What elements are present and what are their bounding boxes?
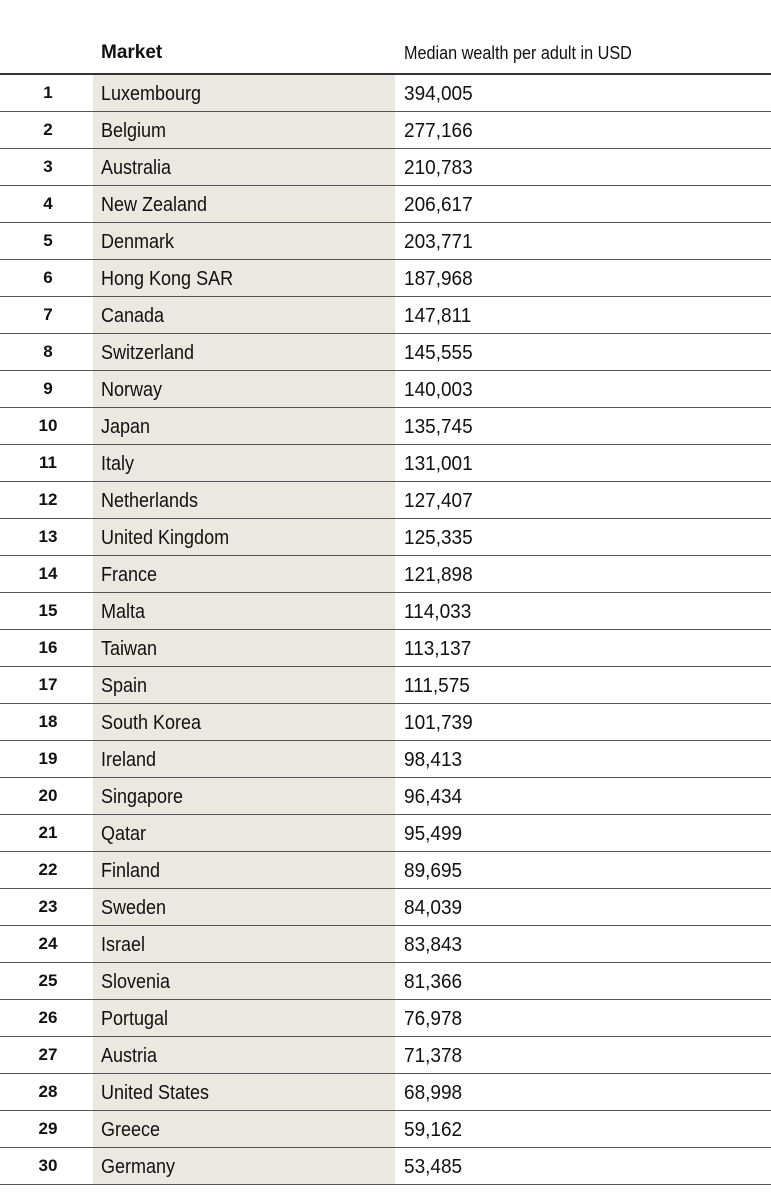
value-label: 206,617 xyxy=(404,194,473,216)
rank-cell xyxy=(0,1148,93,1184)
rank-cell xyxy=(0,778,93,814)
market-label: Switzerland xyxy=(101,342,195,364)
rank-label: 11 xyxy=(39,453,57,472)
table-row xyxy=(0,593,771,630)
market-label: Denmark xyxy=(101,231,175,253)
value-label: 101,739 xyxy=(404,712,473,734)
table-row xyxy=(0,297,771,334)
rank-cell xyxy=(0,1074,93,1110)
value-label: 76,978 xyxy=(404,1008,463,1030)
rank-label: 4 xyxy=(43,194,53,213)
market-label: Slovenia xyxy=(101,971,171,993)
value-cell xyxy=(404,926,465,962)
market-label: Israel xyxy=(101,934,146,956)
market-cell xyxy=(93,815,395,851)
table-row xyxy=(0,149,771,186)
rank-label: 24 xyxy=(38,934,58,953)
market-label: United Kingdom xyxy=(101,527,230,549)
market-cell xyxy=(93,445,395,481)
market-label: Taiwan xyxy=(101,638,158,660)
rank-cell xyxy=(0,223,93,259)
market-label: United States xyxy=(101,1082,210,1104)
market-label: Malta xyxy=(101,601,146,623)
rank-cell xyxy=(0,186,93,222)
market-label: South Korea xyxy=(101,712,202,734)
market-label: Netherlands xyxy=(101,490,199,512)
market-label: Germany xyxy=(101,1156,176,1178)
value-cell xyxy=(404,371,476,407)
market-cell xyxy=(93,1074,395,1110)
rank-cell xyxy=(0,815,93,851)
table-row xyxy=(0,1000,771,1037)
value-cell xyxy=(404,667,473,703)
rank-cell xyxy=(0,556,93,592)
rank-label: 2 xyxy=(43,120,53,139)
market-cell xyxy=(93,223,395,259)
market-column-header: Market xyxy=(101,42,163,63)
rank-label: 16 xyxy=(38,638,58,657)
rank-cell xyxy=(0,1111,93,1147)
table-row xyxy=(0,186,771,223)
market-cell xyxy=(93,778,395,814)
market-cell xyxy=(93,186,395,222)
rank-label: 13 xyxy=(38,527,58,546)
table-row xyxy=(0,556,771,593)
market-cell xyxy=(93,593,395,629)
rank-cell xyxy=(0,926,93,962)
market-label: Ireland xyxy=(101,749,157,771)
value-cell xyxy=(404,556,476,592)
rank-label: 28 xyxy=(38,1082,58,1101)
rank-cell xyxy=(0,408,93,444)
rank-cell xyxy=(0,963,93,999)
value-cell xyxy=(404,112,476,148)
table-row xyxy=(0,334,771,371)
market-label: Japan xyxy=(101,416,151,438)
rank-label: 5 xyxy=(43,231,53,250)
market-label: Italy xyxy=(101,453,135,475)
rank-cell xyxy=(0,1037,93,1073)
rank-label: 18 xyxy=(38,712,58,731)
value-label: 140,003 xyxy=(404,379,473,401)
rank-cell xyxy=(0,149,93,185)
market-cell xyxy=(93,334,395,370)
rank-label: 25 xyxy=(38,971,58,990)
value-label: 98,413 xyxy=(404,749,463,771)
rank-cell xyxy=(0,112,93,148)
value-label: 59,162 xyxy=(404,1119,463,1141)
table-row xyxy=(0,741,771,778)
market-label: Australia xyxy=(101,157,172,179)
table-row xyxy=(0,667,771,704)
table-body xyxy=(0,75,771,1185)
market-label: Finland xyxy=(101,860,161,882)
rank-cell xyxy=(0,741,93,777)
table-row xyxy=(0,630,771,667)
market-cell xyxy=(93,1037,395,1073)
rank-cell xyxy=(0,371,93,407)
value-cell xyxy=(404,1074,465,1110)
value-label: 131,001 xyxy=(404,453,473,475)
market-label: Austria xyxy=(101,1045,158,1067)
rank-cell xyxy=(0,704,93,740)
rank-label: 1 xyxy=(43,83,53,102)
market-cell xyxy=(93,667,395,703)
table-row xyxy=(0,889,771,926)
rank-label: 26 xyxy=(38,1008,58,1027)
value-label: 135,745 xyxy=(404,416,473,438)
rank-label: 6 xyxy=(43,268,53,287)
table-row xyxy=(0,75,771,112)
rank-label: 30 xyxy=(38,1156,58,1175)
rank-cell xyxy=(0,593,93,629)
market-label: Singapore xyxy=(101,786,184,808)
market-cell xyxy=(93,704,395,740)
market-label: Portugal xyxy=(101,1008,169,1030)
value-cell xyxy=(404,1148,465,1184)
market-cell xyxy=(93,1148,395,1184)
market-label: France xyxy=(101,564,158,586)
market-cell xyxy=(93,112,395,148)
table-row xyxy=(0,778,771,815)
rank-label: 29 xyxy=(38,1119,58,1138)
rank-cell xyxy=(0,1000,93,1036)
value-cell xyxy=(404,445,476,481)
table-row xyxy=(0,1148,771,1185)
value-cell xyxy=(404,186,476,222)
rank-cell xyxy=(0,519,93,555)
rank-label: 17 xyxy=(38,675,58,694)
table-row xyxy=(0,223,771,260)
value-label: 147,811 xyxy=(404,305,472,327)
table-row xyxy=(0,1074,771,1111)
rank-label: 7 xyxy=(43,305,53,324)
value-cell xyxy=(404,223,476,259)
value-cell xyxy=(404,963,465,999)
value-label: 84,039 xyxy=(404,897,463,919)
rank-label: 10 xyxy=(38,416,58,435)
value-cell xyxy=(404,1000,465,1036)
value-cell xyxy=(404,1037,465,1073)
rank-label: 3 xyxy=(43,157,53,176)
rank-cell xyxy=(0,445,93,481)
value-label: 145,555 xyxy=(404,342,473,364)
table-row xyxy=(0,704,771,741)
table-row xyxy=(0,112,771,149)
table-row xyxy=(0,260,771,297)
wealth-table xyxy=(0,36,771,1185)
rank-cell xyxy=(0,482,93,518)
market-cell xyxy=(93,297,395,333)
value-cell xyxy=(404,260,476,296)
value-label: 113,137 xyxy=(404,638,472,660)
table-row xyxy=(0,926,771,963)
market-cell xyxy=(93,1000,395,1036)
value-label: 210,783 xyxy=(404,157,473,179)
value-label: 83,843 xyxy=(404,934,463,956)
value-cell xyxy=(404,149,476,185)
rank-label: 12 xyxy=(38,490,58,509)
market-cell xyxy=(93,408,395,444)
value-cell xyxy=(404,889,465,925)
value-cell xyxy=(404,297,475,333)
value-label: 125,335 xyxy=(404,527,473,549)
rank-label: 8 xyxy=(43,342,53,361)
value-cell xyxy=(404,519,476,555)
value-label: 89,695 xyxy=(404,860,463,882)
rank-cell xyxy=(0,260,93,296)
value-cell xyxy=(404,778,465,814)
table-header xyxy=(0,36,771,75)
market-cell xyxy=(93,963,395,999)
rank-label: 20 xyxy=(38,786,58,805)
market-label: Luxembourg xyxy=(101,83,202,105)
market-cell xyxy=(93,741,395,777)
rank-label: 23 xyxy=(38,897,58,916)
market-cell xyxy=(93,482,395,518)
market-cell xyxy=(93,630,395,666)
value-label: 68,998 xyxy=(404,1082,463,1104)
rank-label: 22 xyxy=(38,860,58,879)
value-label: 394,005 xyxy=(404,83,473,105)
value-column-header: Median wealth per adult in USD xyxy=(404,43,632,63)
value-label: 121,898 xyxy=(404,564,473,586)
rank-cell xyxy=(0,75,93,111)
value-label: 187,968 xyxy=(404,268,473,290)
market-cell xyxy=(93,852,395,888)
value-cell xyxy=(404,1111,465,1147)
market-cell xyxy=(93,149,395,185)
rank-cell xyxy=(0,630,93,666)
table-row xyxy=(0,963,771,1000)
value-label: 127,407 xyxy=(404,490,473,512)
table-row xyxy=(0,1111,771,1148)
market-label: Norway xyxy=(101,379,163,401)
rank-label: 14 xyxy=(38,564,58,583)
value-label: 203,771 xyxy=(404,231,473,253)
market-label: Hong Kong SAR xyxy=(101,268,234,290)
value-label: 53,485 xyxy=(404,1156,463,1178)
value-label: 96,434 xyxy=(404,786,463,808)
market-cell xyxy=(93,371,395,407)
rank-label: 27 xyxy=(38,1045,58,1064)
value-cell xyxy=(404,75,476,111)
value-cell xyxy=(404,630,475,666)
table-row xyxy=(0,445,771,482)
market-cell xyxy=(93,889,395,925)
market-label: Greece xyxy=(101,1119,161,1141)
market-label: Spain xyxy=(101,675,148,697)
table-row xyxy=(0,371,771,408)
value-label: 81,366 xyxy=(404,971,463,993)
market-label: New Zealand xyxy=(101,194,208,216)
table-row xyxy=(0,1037,771,1074)
value-cell xyxy=(404,815,465,851)
table-row xyxy=(0,815,771,852)
value-label: 277,166 xyxy=(404,120,473,142)
market-label: Canada xyxy=(101,305,165,327)
table-row xyxy=(0,852,771,889)
value-cell xyxy=(404,852,465,888)
rank-cell xyxy=(0,852,93,888)
rank-label: 15 xyxy=(38,601,58,620)
market-cell xyxy=(93,1111,395,1147)
value-cell xyxy=(404,704,476,740)
table-row xyxy=(0,408,771,445)
table-row xyxy=(0,519,771,556)
market-cell xyxy=(93,260,395,296)
market-label: Belgium xyxy=(101,120,167,142)
value-label: 111,575 xyxy=(404,675,470,697)
rank-cell xyxy=(0,297,93,333)
market-label: Qatar xyxy=(101,823,147,845)
rank-label: 21 xyxy=(38,823,58,842)
market-label: Sweden xyxy=(101,897,167,919)
value-cell xyxy=(404,741,465,777)
rank-cell xyxy=(0,334,93,370)
rank-label: 9 xyxy=(43,379,53,398)
table-row xyxy=(0,482,771,519)
value-label: 95,499 xyxy=(404,823,463,845)
market-cell xyxy=(93,75,395,111)
rank-cell xyxy=(0,889,93,925)
market-cell xyxy=(93,556,395,592)
value-cell xyxy=(404,334,476,370)
market-cell xyxy=(93,519,395,555)
value-cell xyxy=(404,593,475,629)
rank-cell xyxy=(0,667,93,703)
market-cell xyxy=(93,926,395,962)
value-cell xyxy=(404,482,476,518)
value-cell xyxy=(404,408,476,444)
value-label: 71,378 xyxy=(404,1045,463,1067)
rank-label: 19 xyxy=(38,749,58,768)
value-label: 114,033 xyxy=(404,601,472,623)
